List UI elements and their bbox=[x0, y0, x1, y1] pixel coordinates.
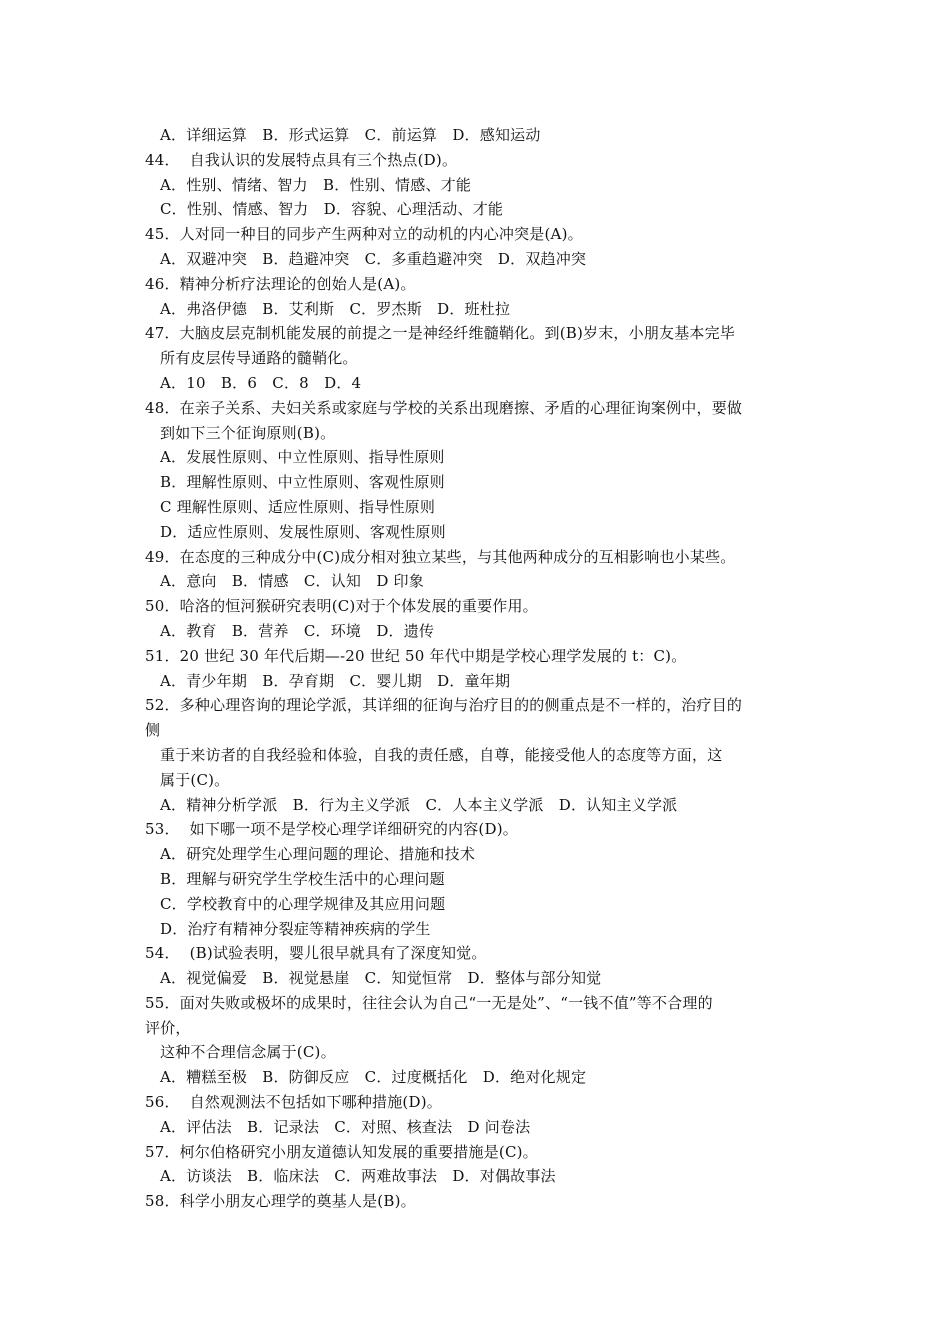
answer-options: D．适应性原则、发展性原则、客观性原则 bbox=[160, 522, 446, 541]
question-continuation: 所有皮层传导通路的髓鞘化。 bbox=[160, 349, 358, 368]
question-stem: 44． 自我认识的发展特点具有三个热点(D)。 bbox=[145, 150, 458, 169]
answer-options: B．理解与研究学生学校生活中的心理问题 bbox=[160, 869, 445, 888]
question-continuation: 这种不合理信念属于(C)。 bbox=[160, 1043, 336, 1062]
question-stem: 53． 如下哪一项不是学校心理学详细研究的内容(D)。 bbox=[145, 820, 518, 839]
answer-options: A．评估法 B．记录法 C．对照、核查法 D 问卷法 bbox=[160, 1117, 531, 1136]
question-continuation: 到如下三个征询原则(B)。 bbox=[160, 423, 336, 442]
answer-options: A．性别、情绪、智力 B．性别、情感、才能 bbox=[160, 175, 472, 194]
answer-options: A．弗洛伊德 B．艾利斯 C．罗杰斯 D．班杜拉 bbox=[160, 299, 511, 318]
question-stem: 45．人对同一种目的同步产生两种对立的动机的内心冲突是(A)。 bbox=[145, 225, 583, 244]
question-continuation: 属于(C)。 bbox=[160, 770, 230, 789]
question-stem: 50．哈洛的恒河猴研究表明(C)对于个体发展的重要作用。 bbox=[145, 597, 538, 616]
question-stem: 47．大脑皮层克制机能发展的前提之一是神经纤维髓鞘化。到(B)岁末，小朋友基本完毕 bbox=[145, 324, 736, 343]
answer-options: A．访谈法 B．临床法 C．两难故事法 D．对偶故事法 bbox=[160, 1167, 556, 1186]
answer-options: A．详细运算 B．形式运算 C．前运算 D．感知运动 bbox=[160, 126, 541, 144]
answer-options: A．10 B．6 C．8 D．4 bbox=[160, 373, 362, 392]
question-stem: 54． (B)试验表明，婴儿很早就具有了深度知觉。 bbox=[145, 944, 487, 963]
answer-options: A．视觉偏爱 B．视觉悬崖 C．知觉恒常 D．整体与部分知觉 bbox=[160, 969, 602, 988]
question-continuation: 评价， bbox=[145, 1018, 191, 1037]
answer-options: A．糟糕至极 B．防御反应 C．过度概括化 D．绝对化规定 bbox=[160, 1068, 587, 1087]
answer-options: A．发展性原则、中立性原则、指导性原则 bbox=[160, 448, 445, 467]
answer-options: A．青少年期 B．孕育期 C．婴儿期 D．童年期 bbox=[160, 671, 511, 690]
answer-options: A．教育 B．营养 C．环境 D．遗传 bbox=[160, 621, 435, 640]
answer-options: A．精神分析学派 B．行为主义学派 C．人本主义学派 D．认知主义学派 bbox=[160, 795, 678, 814]
question-list bbox=[0, 123, 950, 1214]
question-stem: 48．在亲子关系、夫妇关系或家庭与学校的关系出现磨擦、矛盾的心理征询案例中，要做 bbox=[145, 398, 743, 417]
question-stem: 57．柯尔伯格研究小朋友道德认知发展的重要措施是(C)。 bbox=[145, 1142, 538, 1161]
answer-options: C．学校教育中的心理学规律及其应用问题 bbox=[160, 894, 446, 913]
answer-options: C．性别、情感、智力 D．容貌、心理活动、才能 bbox=[160, 200, 504, 219]
question-continuation: 重于来访者的自我经验和体验，自我的责任感，自尊，能接受他人的态度等方面，这 bbox=[160, 745, 723, 764]
answer-options: A．意向 B．情感 C．认知 D 印象 bbox=[160, 572, 424, 591]
question-stem: 46．精神分析疗法理论的创始人是(A)。 bbox=[145, 274, 416, 293]
question-stem: 56． 自然观测法不包括如下哪种措施(D)。 bbox=[145, 1093, 442, 1112]
question-stem: 49．在态度的三种成分中(C)成分相对独立某些，与其他两种成分的互相影响也小某些。 bbox=[145, 547, 736, 566]
answer-options: D．治疗有精神分裂症等精神疾病的学生 bbox=[160, 919, 431, 938]
question-stem: 55．面对失败或极坏的成果时，往往会认为自己“一无是处”、“一钱不值”等不合理的 bbox=[145, 993, 713, 1012]
question-stem: 52．多种心理咨询的理论学派，其详细的征询与治疗目的的侧重点是不一样的，治疗目的 bbox=[145, 696, 743, 715]
answer-options: B．理解性原则、中立性原则、客观性原则 bbox=[160, 473, 445, 492]
answer-options: A．双避冲突 B．趋避冲突 C．多重趋避冲突 D．双趋冲突 bbox=[160, 249, 587, 268]
answer-options: C 理解性原则、适应性原则、指导性原则 bbox=[160, 497, 436, 516]
answer-options: A．研究处理学生心理问题的理论、措施和技术 bbox=[160, 845, 476, 864]
question-stem: 58．科学小朋友心理学的奠基人是(B)。 bbox=[145, 1192, 416, 1211]
question-stem: 51．20 世纪 30 年代后期—-20 世纪 50 年代中期是学校心理学发展的 t：C)。 bbox=[145, 646, 687, 665]
question-continuation: 侧 bbox=[145, 721, 161, 740]
